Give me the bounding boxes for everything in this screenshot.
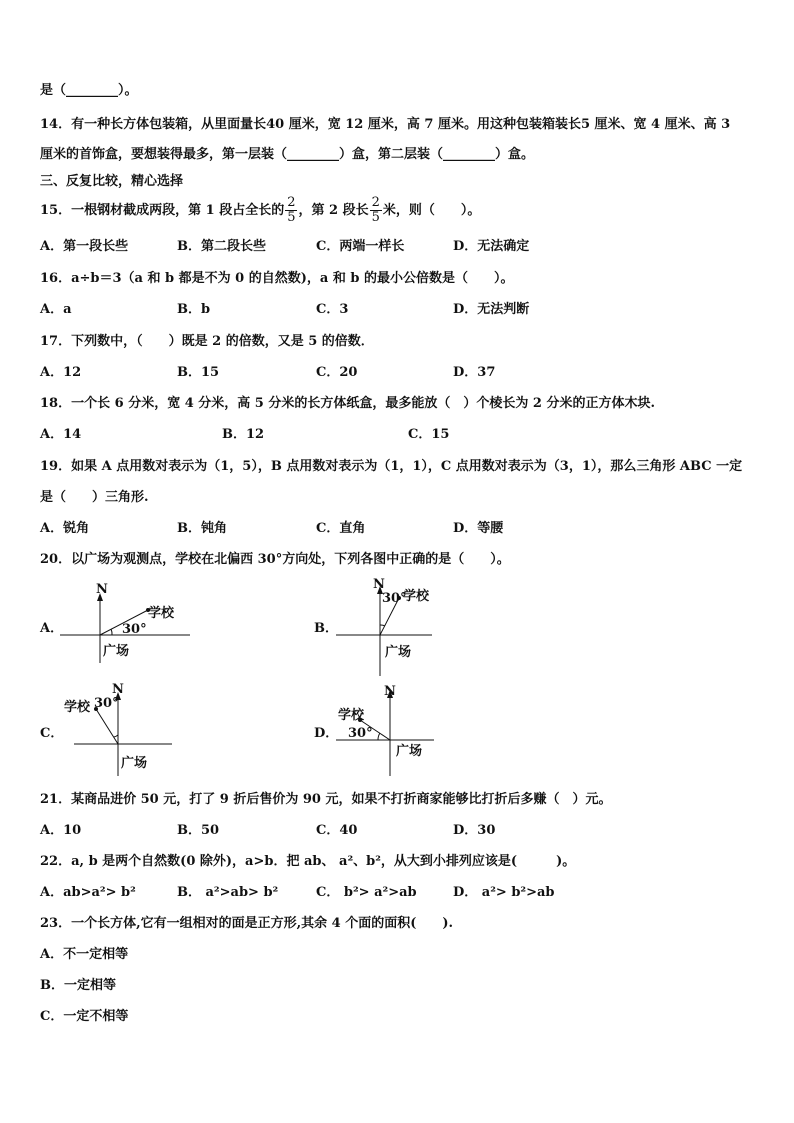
q15-text	[40, 196, 480, 226]
q19-option-a: A．锐角	[40, 521, 90, 536]
diagram-a-north: N	[96, 582, 108, 597]
fraction-denominator: 5	[371, 210, 380, 225]
q15-prefix: 15．一根钢材截成两段，第 1 段占全长的	[40, 203, 285, 218]
diagram-b-square: 广场	[385, 645, 412, 660]
q19-text-line2: 是（ ）三角形.	[40, 490, 149, 505]
angle-arc	[380, 625, 385, 626]
q23-option-c: C．一定不相等	[40, 1009, 129, 1024]
diagram-c-north: N	[112, 682, 124, 697]
diagram-a-square: 广场	[103, 644, 130, 659]
q21-text: 21．某商品进价 50 元，打了 9 折后售价为 90 元，如果不打折商家能够比打折后多赚（ ）元。	[40, 792, 612, 807]
diagram-a-school: 学校	[148, 606, 175, 621]
q16-option-a: A．a	[40, 302, 72, 317]
diagram-b-label: B．	[314, 621, 338, 636]
q15-option-d: D．无法确定	[453, 239, 530, 254]
q21-option-c: C．40	[316, 823, 358, 838]
angle-arc	[111, 629, 112, 635]
q22-option-b: B． a²>ab> b²	[177, 885, 279, 900]
q17-text: 17．下列数中，（ ）既是 2 的倍数，又是 5 的倍数．	[40, 334, 374, 349]
section-3-heading: 三、反复比较，精心选择	[40, 174, 184, 189]
q14-text-line2: 厘米的首饰盒，要想装得最多，第一层装（________）盒，第二层装（________）盒。	[40, 147, 535, 162]
q15-option-c: C．两端一样长	[316, 239, 405, 254]
q21-option-d: D．30	[453, 823, 496, 838]
diagram-c-label: C．	[40, 726, 64, 741]
diagram-c-angle: 30°	[94, 696, 119, 711]
q17-option-c: C．20	[316, 365, 358, 380]
q20-text: 20．以广场为观测点，学校在北偏西 30°方向处，下列各图中正确的是（ ）。	[40, 552, 510, 567]
q15-option-b: B．第二段长些	[177, 239, 266, 254]
q14-text-line1: 14．有一种长方体包装箱，从里面量长40 厘米，宽 12 厘米，高 7 厘米。用这种包装箱装长5 厘米、宽 4 厘米、高 3	[40, 117, 731, 132]
diagram-d-school: 学校	[338, 708, 365, 723]
diagram-b-school: 学校	[403, 589, 430, 604]
fraction-numerator: 2	[287, 195, 296, 210]
angle-arc	[378, 733, 380, 740]
diagram-d-label: D．	[314, 726, 339, 741]
fraction-denominator: 5	[287, 210, 296, 225]
diagram-c-square: 广场	[121, 756, 148, 771]
diagram-d-north: N	[384, 684, 396, 699]
q17-option-a: A．12	[40, 365, 82, 380]
q16-text: 16．a÷b＝3（a 和 b 都是不为 0 的自然数)，a 和 b 的最小公倍数是（ ）。	[40, 271, 514, 286]
q23-text: 23．一个长方体,它有一组相对的面是正方形,其余 4 个面的面积( ).	[40, 916, 454, 931]
direction-line	[96, 709, 118, 744]
q16-option-d: D．无法判断	[453, 302, 530, 317]
q22-option-a: A．ab>a²> b²	[40, 885, 136, 900]
q15-fraction-2	[370, 196, 382, 225]
diagram-a-angle: 30°	[122, 622, 147, 637]
diagram-c-school: 学校	[64, 700, 91, 715]
q22-option-c: C． b²> a²>ab	[316, 885, 417, 900]
q19-text-line1: 19．如果 A 点用数对表示为（1，5），B 点用数对表示为（1，1），C 点用数对表示为（3，1），那么三角形 ABC 一定	[40, 459, 743, 474]
q16-option-b: B．b	[177, 302, 211, 317]
q18-option-c: C．15	[408, 427, 450, 442]
q17-option-b: B．15	[177, 365, 220, 380]
q18-text: 18．一个长 6 分米，宽 4 分米，高 5 分米的长方体纸盒，最多能放（ ）个棱长为 2 分米的正方体木块.	[40, 396, 656, 411]
q15-suffix: 米，则（ ）。	[382, 203, 481, 218]
q22-text: 22．a, b 是两个自然数(0 除外)，a>b．把 ab、 a²、b²，从大到小排列应该是( )。	[40, 854, 576, 869]
diagram-b-north: N	[373, 577, 385, 592]
q17-option-d: D．37	[453, 365, 496, 380]
q22-option-d: D． a²> b²>ab	[453, 885, 555, 900]
q15-fraction-1	[285, 196, 297, 225]
q15-option-a: A．第一段长些	[40, 239, 129, 254]
q23-option-b: B．一定相等	[40, 978, 116, 993]
q18-option-b: B．12	[222, 427, 265, 442]
q18-option-a: A．14	[40, 427, 82, 442]
q19-option-c: C．直角	[316, 521, 366, 536]
diagram-d-square: 广场	[396, 744, 423, 759]
q21-option-b: B．50	[177, 823, 220, 838]
q13-tail: 是（________）。	[40, 83, 138, 98]
q19-option-b: B．钝角	[177, 521, 227, 536]
q19-option-d: D．等腰	[453, 521, 504, 536]
q16-option-c: C．3	[316, 302, 349, 317]
q23-option-a: A．不一定相等	[40, 947, 129, 962]
q21-option-a: A．10	[40, 823, 82, 838]
diagram-b-angle: 30°	[382, 591, 407, 606]
q15-middle: ，第 2 段长	[298, 203, 369, 218]
fraction-numerator: 2	[371, 195, 380, 210]
angle-arc	[114, 735, 118, 737]
diagram-d-angle: 30°	[348, 726, 373, 741]
diagram-a-label: A．	[40, 621, 64, 636]
